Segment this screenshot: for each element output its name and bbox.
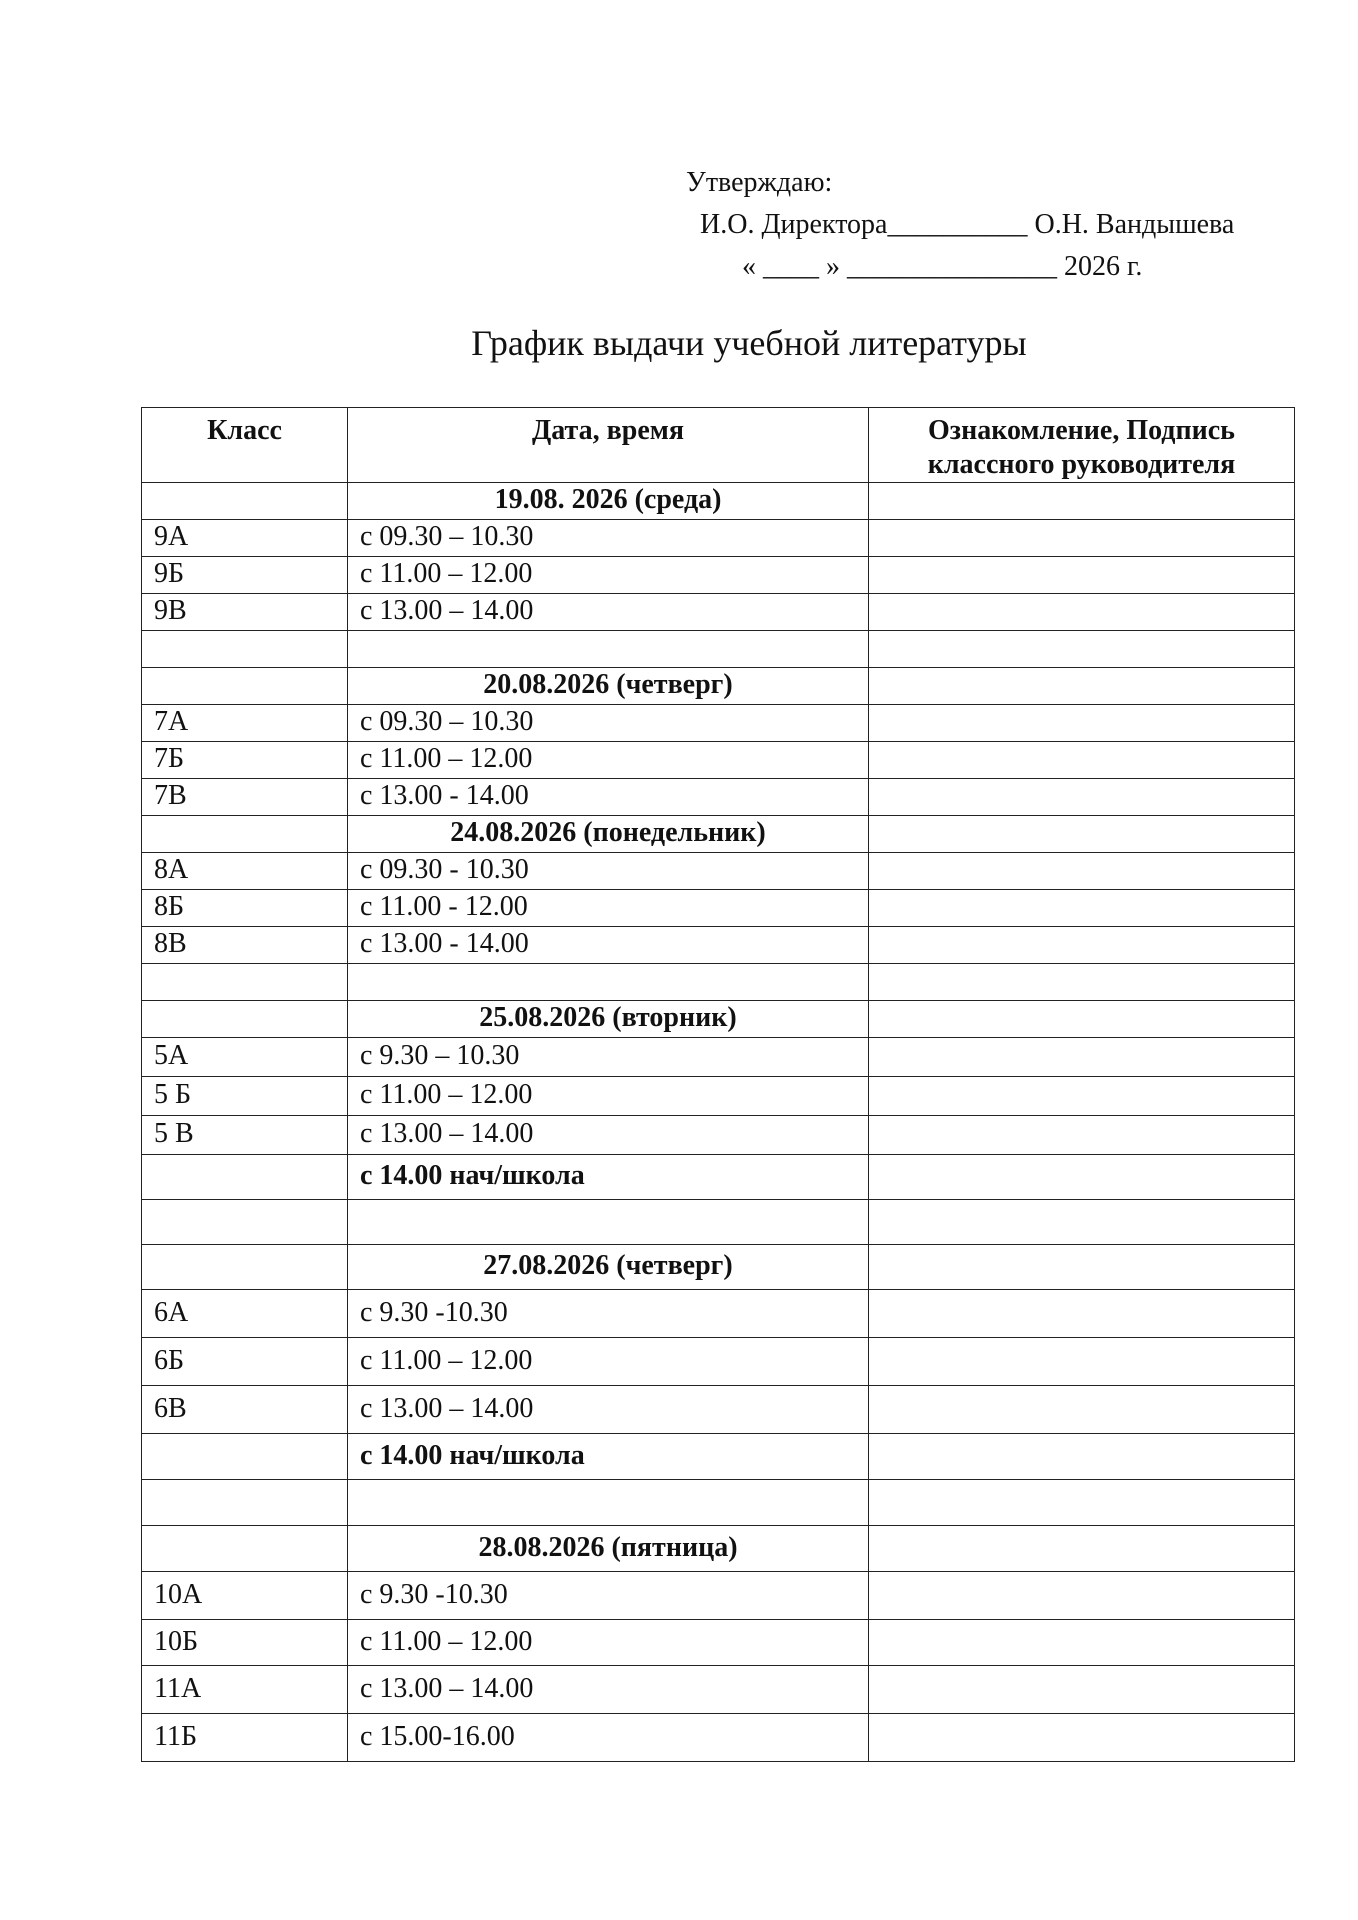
signature-cell xyxy=(869,594,1295,631)
time-cell: с 13.00 – 14.00 xyxy=(348,594,869,631)
class-cell: 7Б xyxy=(142,742,348,779)
signature-cell xyxy=(869,1526,1295,1572)
signature-cell xyxy=(869,1200,1295,1245)
time-cell xyxy=(348,964,869,1001)
date-cell: 24.08.2026 (понедельник) xyxy=(348,816,869,853)
time-cell: с 11.00 - 12.00 xyxy=(348,890,869,927)
time-cell: с 11.00 – 12.00 xyxy=(348,742,869,779)
date-row xyxy=(142,1001,1295,1038)
class-cell: 5А xyxy=(142,1038,348,1077)
signature-cell xyxy=(869,520,1295,557)
table-row xyxy=(142,1077,1295,1116)
class-cell xyxy=(142,1155,348,1200)
class-cell: 11Б xyxy=(142,1714,348,1762)
empty-row xyxy=(142,1200,1295,1245)
header-datetime: Дата, время xyxy=(348,408,869,483)
table-row xyxy=(142,1338,1295,1386)
table-row xyxy=(142,1038,1295,1077)
class-cell: 10А xyxy=(142,1572,348,1620)
class-cell xyxy=(142,1526,348,1572)
date-row xyxy=(142,816,1295,853)
class-cell: 7В xyxy=(142,779,348,816)
time-cell: с 13.00 – 14.00 xyxy=(348,1666,869,1714)
header-class: Класс xyxy=(142,408,348,483)
signature-cell xyxy=(869,1620,1295,1666)
note-row xyxy=(142,1434,1295,1480)
date-row xyxy=(142,483,1295,520)
class-cell: 6В xyxy=(142,1386,348,1434)
table-row xyxy=(142,1572,1295,1620)
table-row xyxy=(142,742,1295,779)
time-cell: с 09.30 – 10.30 xyxy=(348,520,869,557)
table-row xyxy=(142,1620,1295,1666)
date-row xyxy=(142,1245,1295,1290)
signature-cell xyxy=(869,1116,1295,1155)
signature-cell xyxy=(869,1480,1295,1526)
date-row xyxy=(142,1526,1295,1572)
signature-cell xyxy=(869,1572,1295,1620)
class-cell: 9А xyxy=(142,520,348,557)
class-cell: 6А xyxy=(142,1290,348,1338)
signature-cell xyxy=(869,1245,1295,1290)
signature-cell xyxy=(869,927,1295,964)
signature-cell xyxy=(869,1666,1295,1714)
document-title: График выдачи учебной литературы xyxy=(471,323,1027,363)
note-cell: с 14.00 нач/школа xyxy=(348,1434,869,1480)
signature-cell xyxy=(869,1434,1295,1480)
time-cell: с 15.00-16.00 xyxy=(348,1714,869,1762)
signature-cell xyxy=(869,1077,1295,1116)
table-row xyxy=(142,1666,1295,1714)
class-cell xyxy=(142,631,348,668)
class-cell xyxy=(142,816,348,853)
time-cell: с 13.00 - 14.00 xyxy=(348,927,869,964)
approval-director-line: И.О. Директора__________ О.Н. Вандышева xyxy=(700,209,1235,240)
signature-cell xyxy=(869,557,1295,594)
time-cell xyxy=(348,1480,869,1526)
note-row xyxy=(142,1155,1295,1200)
signature-cell xyxy=(869,668,1295,705)
class-cell: 5 В xyxy=(142,1116,348,1155)
table-row xyxy=(142,1116,1295,1155)
class-cell: 8В xyxy=(142,927,348,964)
empty-row xyxy=(142,1480,1295,1526)
schedule-body xyxy=(142,483,1295,1762)
class-cell xyxy=(142,1480,348,1526)
signature-cell xyxy=(869,779,1295,816)
class-cell: 9В xyxy=(142,594,348,631)
table-row xyxy=(142,1386,1295,1434)
class-cell xyxy=(142,964,348,1001)
time-cell xyxy=(348,631,869,668)
time-cell: с 9.30 -10.30 xyxy=(348,1290,869,1338)
header-signature-line2: классного руководителя xyxy=(927,449,1236,480)
time-cell: с 11.00 – 12.00 xyxy=(348,1338,869,1386)
table-row xyxy=(142,1290,1295,1338)
time-cell: с 13.00 - 14.00 xyxy=(348,779,869,816)
date-cell: 28.08.2026 (пятница) xyxy=(348,1526,869,1572)
class-cell: 11А xyxy=(142,1666,348,1714)
time-cell: с 9.30 – 10.30 xyxy=(348,1038,869,1077)
class-cell xyxy=(142,1001,348,1038)
signature-cell xyxy=(869,631,1295,668)
time-cell: с 11.00 – 12.00 xyxy=(348,1077,869,1116)
signature-cell xyxy=(869,964,1295,1001)
signature-cell xyxy=(869,890,1295,927)
date-cell: 27.08.2026 (четверг) xyxy=(348,1245,869,1290)
signature-cell xyxy=(869,1290,1295,1338)
table-row xyxy=(142,1714,1295,1762)
signature-cell xyxy=(869,742,1295,779)
table-row xyxy=(142,557,1295,594)
signature-cell xyxy=(869,483,1295,520)
class-cell: 9Б xyxy=(142,557,348,594)
time-cell: с 13.00 – 14.00 xyxy=(348,1116,869,1155)
class-cell: 6Б xyxy=(142,1338,348,1386)
table-row xyxy=(142,594,1295,631)
time-cell: с 11.00 – 12.00 xyxy=(348,557,869,594)
approval-date-line: « ____ » _______________ 2026 г. xyxy=(742,251,1143,282)
table-row xyxy=(142,927,1295,964)
table-row xyxy=(142,853,1295,890)
schedule-table xyxy=(141,407,1295,1762)
signature-cell xyxy=(869,853,1295,890)
signature-cell xyxy=(869,1038,1295,1077)
table-row xyxy=(142,705,1295,742)
table-row xyxy=(142,890,1295,927)
class-cell xyxy=(142,483,348,520)
class-cell: 7А xyxy=(142,705,348,742)
signature-cell xyxy=(869,1001,1295,1038)
signature-cell xyxy=(869,1714,1295,1762)
table-row xyxy=(142,779,1295,816)
header-signature-line1: Ознакомление, Подпись xyxy=(928,415,1235,446)
approval-label: Утверждаю: xyxy=(686,167,833,198)
signature-cell xyxy=(869,705,1295,742)
time-cell xyxy=(348,1200,869,1245)
header-signature xyxy=(869,408,1295,483)
class-cell: 10Б xyxy=(142,1620,348,1666)
table-row xyxy=(142,520,1295,557)
class-cell xyxy=(142,1434,348,1480)
time-cell: с 09.30 – 10.30 xyxy=(348,705,869,742)
time-cell: с 9.30 -10.30 xyxy=(348,1572,869,1620)
class-cell: 8А xyxy=(142,853,348,890)
time-cell: с 09.30 - 10.30 xyxy=(348,853,869,890)
class-cell: 5 Б xyxy=(142,1077,348,1116)
date-cell: 25.08.2026 (вторник) xyxy=(348,1001,869,1038)
note-cell: с 14.00 нач/школа xyxy=(348,1155,869,1200)
table-header-row xyxy=(142,408,1295,483)
empty-row xyxy=(142,964,1295,1001)
class-cell xyxy=(142,668,348,705)
date-cell: 19.08. 2026 (среда) xyxy=(348,483,869,520)
time-cell: с 11.00 – 12.00 xyxy=(348,1620,869,1666)
signature-cell xyxy=(869,1386,1295,1434)
time-cell: с 13.00 – 14.00 xyxy=(348,1386,869,1434)
class-cell: 8Б xyxy=(142,890,348,927)
date-cell: 20.08.2026 (четверг) xyxy=(348,668,869,705)
class-cell xyxy=(142,1245,348,1290)
empty-row xyxy=(142,631,1295,668)
signature-cell xyxy=(869,1155,1295,1200)
class-cell xyxy=(142,1200,348,1245)
signature-cell xyxy=(869,816,1295,853)
date-row xyxy=(142,668,1295,705)
signature-cell xyxy=(869,1338,1295,1386)
